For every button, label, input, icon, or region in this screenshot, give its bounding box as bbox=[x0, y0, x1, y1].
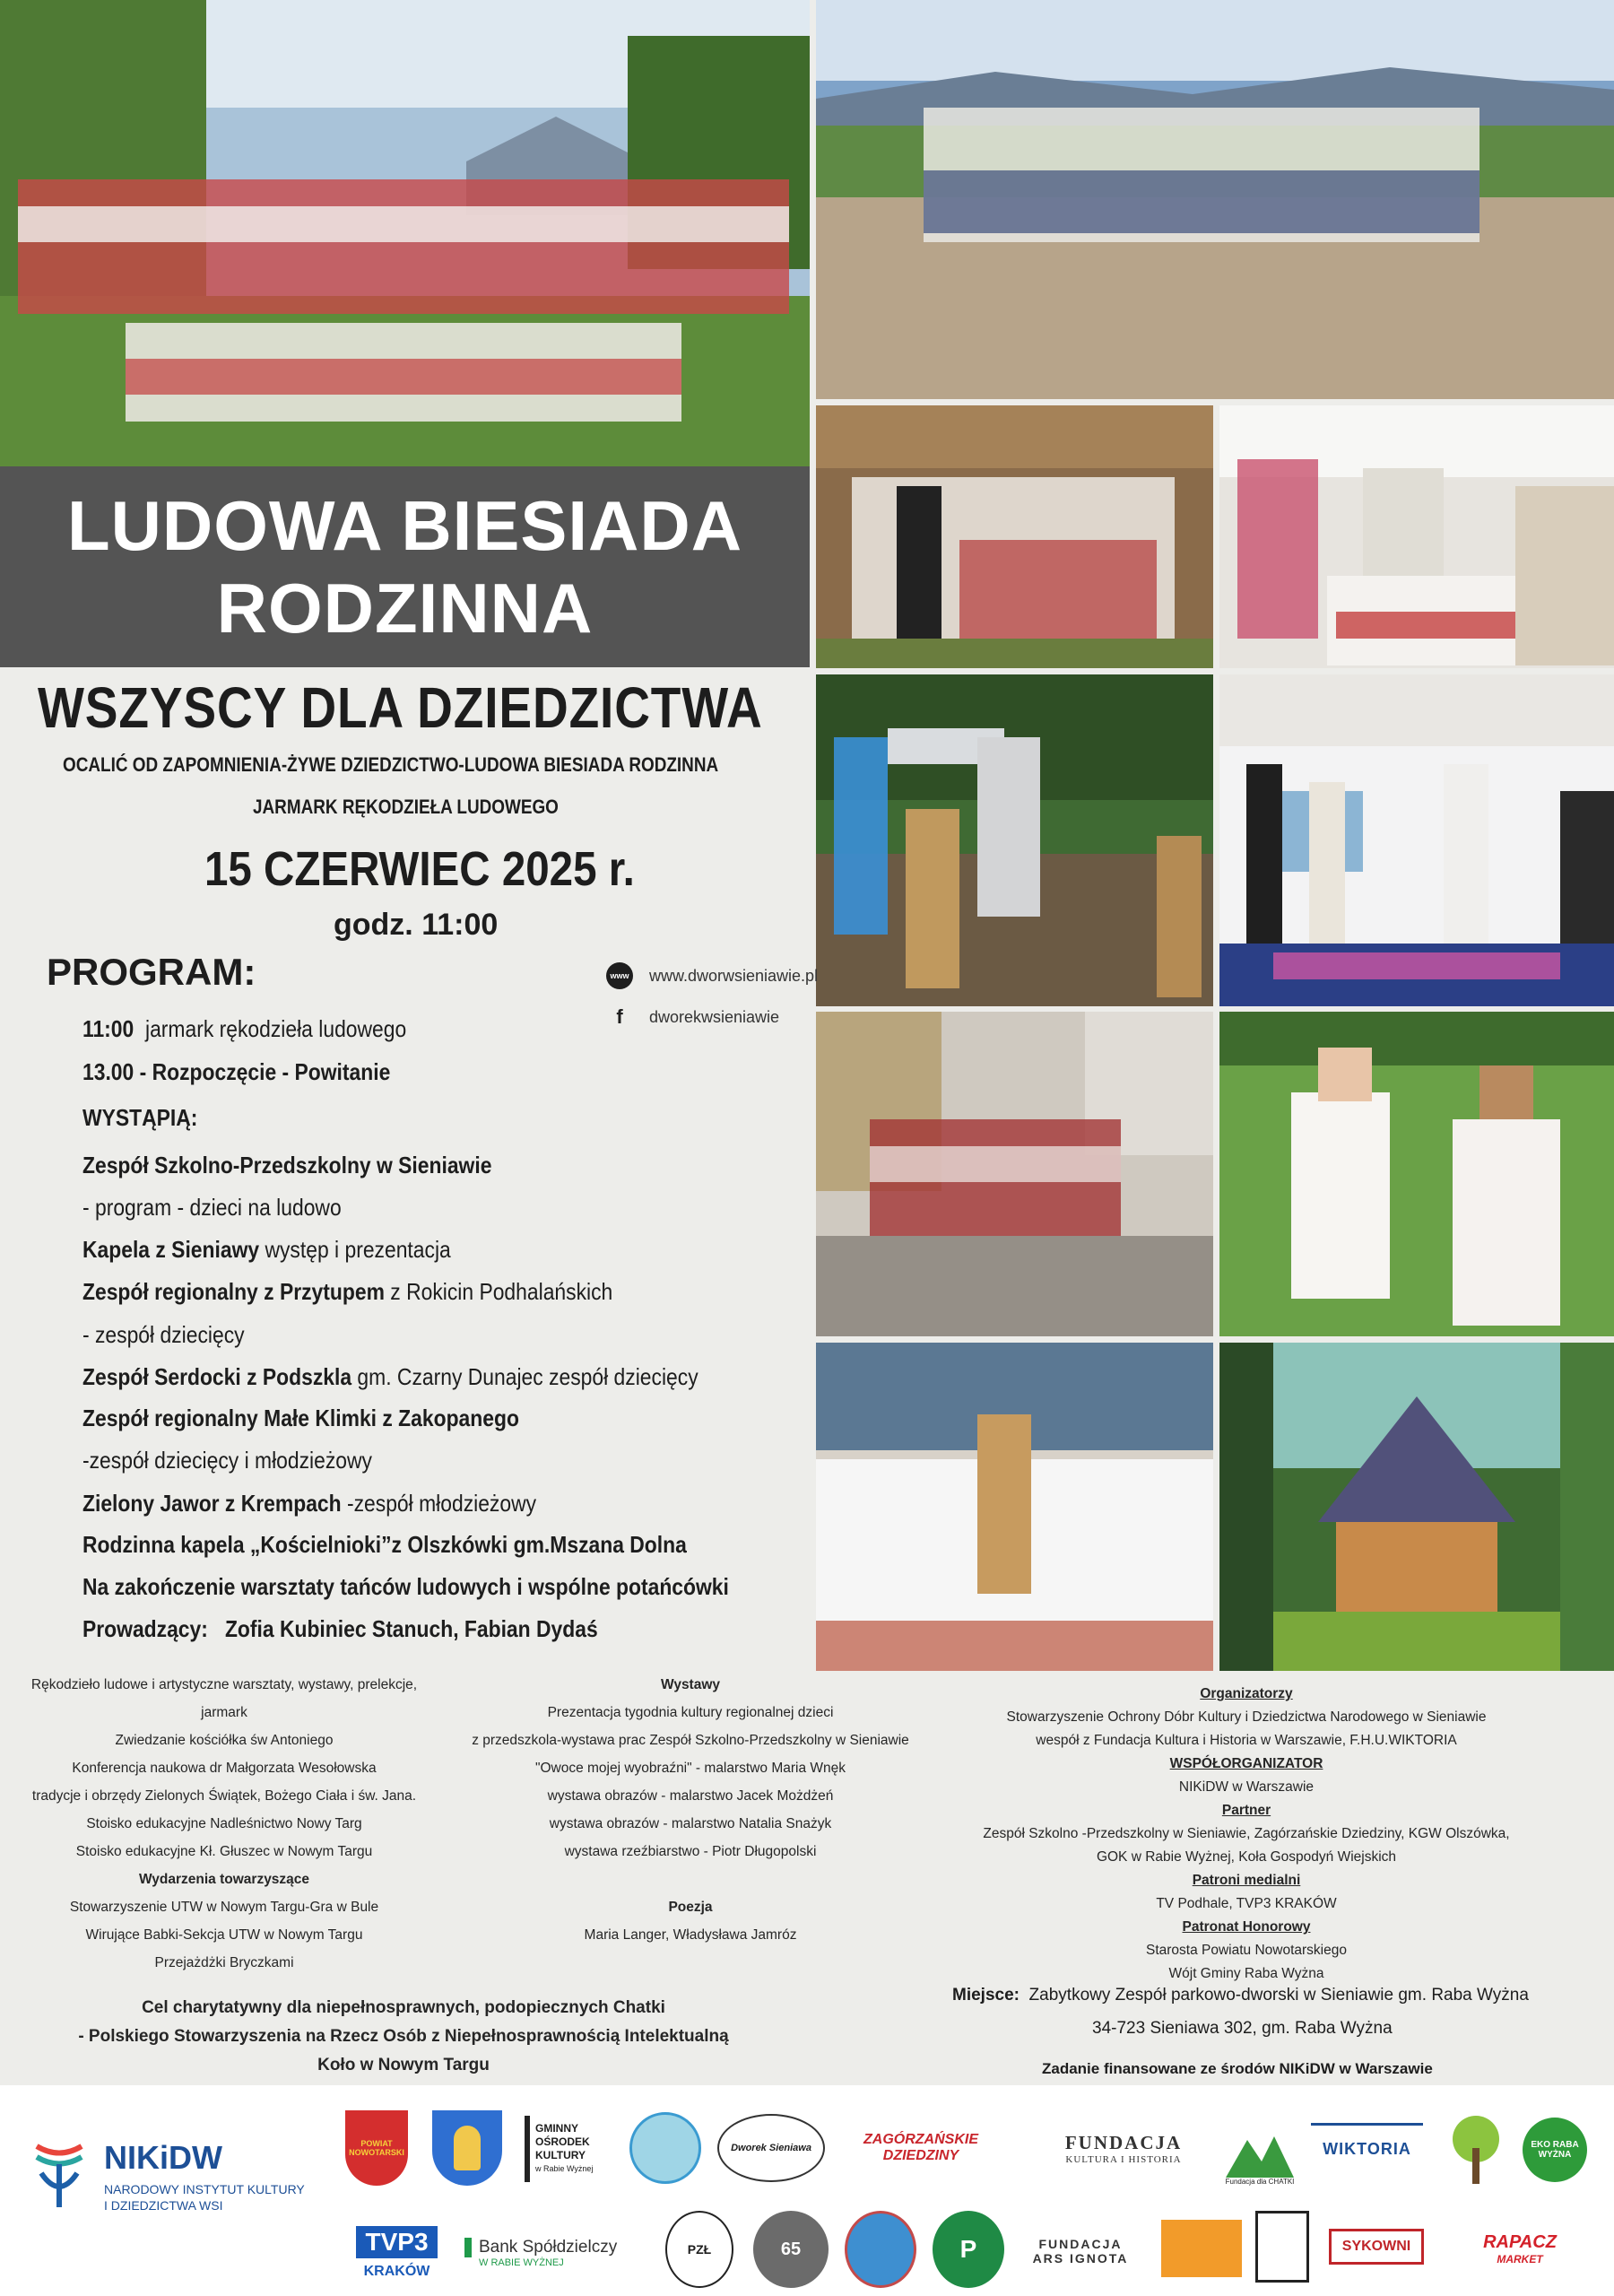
photo-handicraft-stand bbox=[1219, 405, 1614, 668]
program-line-8: - zespół dziecięcy bbox=[82, 1321, 245, 1348]
gok-logo: GMINNY OŚRODEK KULTURY w Rabie Wyżnej bbox=[525, 2116, 614, 2182]
pzl-logo: PZŁ bbox=[665, 2211, 733, 2288]
facebook-icon: f bbox=[616, 1005, 623, 1028]
photo-musicians-on-stage bbox=[1219, 674, 1614, 1006]
nikidw-logo: NIKiDW NARODOWY INSTYTUT KULTURY I DZIEDZICTWA WSI bbox=[32, 2128, 337, 2218]
powiat-crest-logo: POWIAT NOWOTARSKI bbox=[345, 2110, 408, 2186]
gmina-crest-logo bbox=[432, 2110, 502, 2186]
program-line-14: Na zakończenie warsztaty tańców ludowych i wspólne potańcówki bbox=[82, 1573, 729, 1600]
program-line-13: Rodzinna kapela „Kościelnioki”z Olszkówki gm.Mszana Dolna bbox=[82, 1531, 687, 1558]
anniversary-logo: 65 bbox=[753, 2211, 829, 2288]
scout-logo bbox=[1255, 2211, 1309, 2283]
eko-logo: EKO RABA WYŻNA bbox=[1523, 2118, 1587, 2182]
program-line-6: Kapela z Sieniawy występ i prezentacja bbox=[82, 1236, 451, 1263]
organizers-column: Organizatorzy Stowarzyszenie Ochrony Dóbr Kultury i Dziedzictwa Narodowego w Sieniawie wespół z Fundacja Kultura i Historia w Warszawie, F.H.U.WIKTORIA WSPÓŁORGANIZATOR NIKiDW w Warszawie Partner Zespół Szkolno -Przedszkolny w Sieniawie, Zagórzańskie Dziedziny, KGW Olszówka, GOK w Rabie Wyżnej, Koła Gospodyń Wiejskich Patroni medialni TV Podhale, TVP3 KRAKÓW Patronat Honorowy Starosta Powiatu Nowotarskiego Wójt Gminy Raba Wyżna bbox=[983, 1686, 1510, 1981]
website-link[interactable] bbox=[606, 962, 818, 989]
fundacja-chatki-logo: Fundacja dla CHATKI bbox=[1224, 2110, 1296, 2186]
sykowni-logo: SYKOWNI bbox=[1329, 2229, 1424, 2265]
exhibitions-column: Wystawy Prezentacja tygodnia kultury regionalnej dzieci z przedszkola-wystawa prac Zespół Szkolno-Przedszkolny w Sieniawie "Owoce mojej wyobraźni" - malarstwo Maria Wnęk wystawa obrazów - malarstwo Jacek Możdżeń wystawa obrazów - malarstwo Natalia Snażyk wystawa rzeźbiarstwo - Piotr Długopolski Poezja Maria Langer, Władysława Jamróz bbox=[457, 1671, 924, 1949]
program-line-3: WYSTĄPIĄ: bbox=[82, 1104, 198, 1131]
ars-ignota-logo: FUNDACJA ARS IGNOTA bbox=[1032, 2237, 1129, 2266]
program-line-15: Prowadzący: Zofia Kubiniec Stanuch, Fabian Dydaś bbox=[82, 1615, 598, 1642]
tvp3-logo: TVP3 KRAKÓW bbox=[345, 2215, 448, 2291]
round-badge-logo bbox=[629, 2112, 701, 2184]
subheading-1: OCALIĆ OD ZAPOMNIENIA-ŻYWE DZIEDZICTWO-LUDOWA BIESIADA RODZINNA bbox=[63, 753, 719, 776]
program-line-11: -zespół dziecięcy i młodzieżowy bbox=[82, 1447, 372, 1474]
subheading-2: JARMARK RĘKODZIEŁA LUDOWEGO bbox=[253, 796, 559, 818]
nikidw-icon bbox=[32, 2128, 86, 2209]
orange-sticker-logo bbox=[1161, 2220, 1242, 2277]
website-text: www.dworwsieniawie.pl bbox=[649, 966, 819, 985]
program-line-9: Zespół Serdocki z Podszkla gm. Czarny Dunajec zespół dziecięcy bbox=[82, 1363, 699, 1390]
photo-children-in-church bbox=[816, 1012, 1213, 1336]
program-line-4: Zespół Szkolno-Przedszkolny w Sieniawie bbox=[82, 1152, 492, 1178]
photo-wooden-church-painting bbox=[1219, 1343, 1614, 1671]
photo-woodcraft-workshop bbox=[816, 674, 1213, 1006]
attractions-column: Rękodzieło ludowe i artystyczne warsztaty, wystawy, prelekcje, jarmark Zwiedzanie kościółka św Antoniego Konferencja naukowa dr Małgorzata Wesołowska tradycje i obrzędy Zielonych Świątek, Bożego Ciała i św. Jana. Stoisko edukacyjne Nadleśnictwo Nowy Targ Stoisko edukacyjne Kł. Głuszec w Nowym Targu Wydarzenia towarzyszące Stowarzyszenie UTW w Nowym Targu-Gra w Bule Wirujące Babki-Sekcja UTW w Nowym Targu Przejażdżki Bryczkami bbox=[18, 1671, 430, 1977]
zagorzanskie-logo: ZAGÓRZAŃSKIE DZIEDZINY bbox=[863, 2132, 978, 2163]
events-title: Wydarzenia towarzyszące bbox=[138, 1872, 310, 1887]
place-line-2: 34-723 Sieniawa 302, gm. Raba Wyżna bbox=[1092, 2019, 1393, 2038]
tree-logo bbox=[1440, 2112, 1512, 2184]
poetry-title: Poezja bbox=[668, 1900, 713, 1915]
map-badge-logo bbox=[845, 2211, 916, 2288]
place-line-1: Miejsce: Zabytkowy Zespół parkowo-dworski w Sieniawie gm. Raba Wyżna bbox=[952, 1986, 1529, 2005]
bank-logo: Bank Spółdzielczy W RABIE WYŻNEJ bbox=[464, 2224, 653, 2282]
photo-group-on-terrace bbox=[816, 0, 1614, 399]
event-date: 15 CZERWIEC 2025 r. bbox=[204, 842, 635, 896]
event-time: godz. 11:00 bbox=[334, 908, 499, 942]
rapacz-logo: RAPACZ MARKET bbox=[1483, 2231, 1557, 2266]
charity-note: Cel charytatywny dla niepełnosprawnych, podopiecznych Chatki - Polskiego Stowarzyszenia na Rzecz Osób z Niepełnosprawnością Intelektualną Koło w Nowym Targu bbox=[78, 1998, 729, 2074]
photo-weaving-workshop bbox=[816, 1343, 1213, 1671]
dworek-logo: Dworek Sieniawa bbox=[717, 2114, 825, 2182]
sponsor-footer bbox=[0, 2085, 1614, 2296]
program-line-1: 11:00 jarmark rękodzieła ludowego bbox=[82, 1015, 407, 1042]
main-heading: WSZYSCY DLA DZIEDZICTWA bbox=[38, 675, 763, 740]
photo-girls-in-garden bbox=[1219, 1012, 1614, 1336]
forest-logo: P bbox=[933, 2211, 1004, 2288]
program-line-2: 13.00 - Rozpoczęcie - Powitanie bbox=[82, 1058, 391, 1085]
www-icon: www bbox=[606, 962, 633, 989]
title-line-1: LUDOWA BIESIADA bbox=[66, 486, 743, 565]
facebook-link[interactable] bbox=[606, 1005, 779, 1029]
title-line-2: RODZINNA bbox=[216, 569, 594, 648]
exhibitions-title: Wystawy bbox=[660, 1677, 721, 1692]
place-label: Miejsce: bbox=[952, 1986, 1020, 2005]
program-label: PROGRAM: bbox=[47, 951, 256, 993]
program-line-5: - program - dzieci na ludowo bbox=[82, 1194, 342, 1221]
program-line-12: Zielony Jawor z Krempach -zespół młodzieżowy bbox=[82, 1490, 537, 1517]
photo-priest-with-musicians bbox=[816, 405, 1213, 668]
fundacja-kh-logo: FUNDACJA KULTURA I HISTORIA bbox=[1064, 2131, 1183, 2165]
funding-note: Zadanie finansowane ze środów NIKiDW w Warszawie bbox=[1042, 2060, 1433, 2077]
wiktoria-logo: WIKTORIA bbox=[1311, 2123, 1423, 2173]
program-line-7: Zespół regionalny z Przytupem z Rokicin Podhalańskich bbox=[82, 1278, 613, 1305]
facebook-text: dworekwsieniawie bbox=[649, 1007, 780, 1026]
title-banner bbox=[0, 466, 810, 667]
program-time: 11:00 bbox=[82, 1015, 134, 1042]
program-line-10: Zespół regionalny Małe Klimki z Zakopanego bbox=[82, 1405, 519, 1431]
photo-folk-group-mountains bbox=[0, 0, 810, 466]
